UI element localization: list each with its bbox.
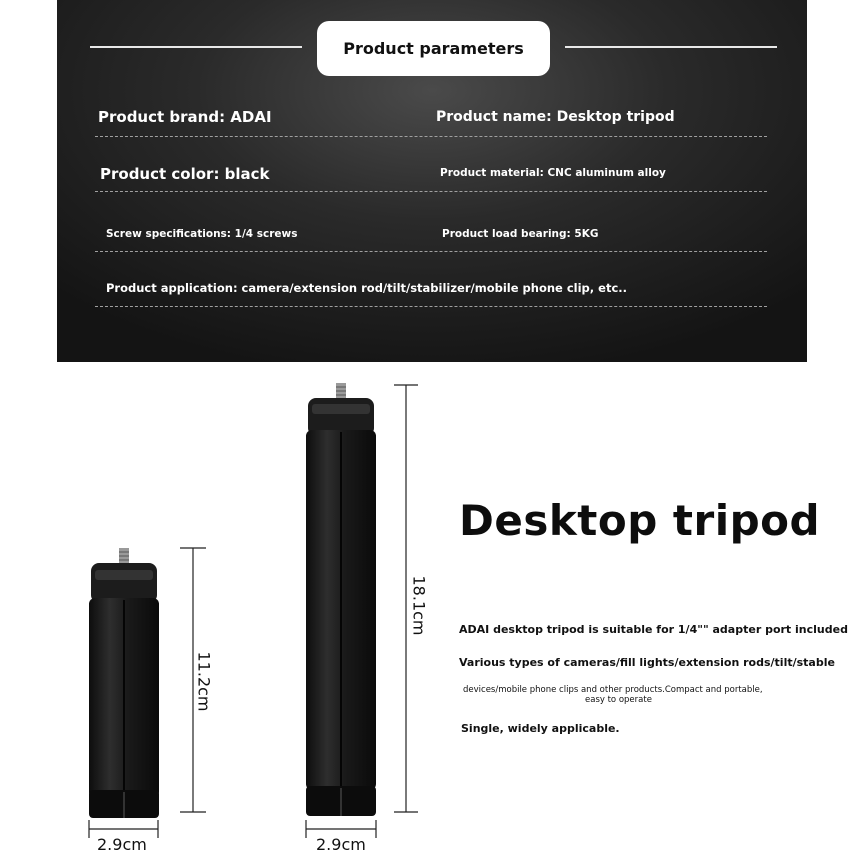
param-material: Product material: CNC aluminum alloy	[440, 167, 666, 179]
description-line: easy to operate	[585, 695, 652, 705]
tall-tripod	[306, 383, 376, 816]
short-width-label: 2.9cm	[97, 835, 147, 854]
tripods-illustration	[0, 360, 440, 865]
param-application: Product application: camera/extension rod/tilt/stabilizer/mobile phone clip, etc..	[106, 281, 627, 295]
param-divider	[95, 136, 767, 137]
description-line: Various types of cameras/fill lights/extension rods/tilt/stable	[459, 656, 835, 669]
parameters-title: Product parameters	[317, 21, 550, 76]
short-tripod	[89, 548, 159, 818]
tall-height-label: 18.1cm	[409, 575, 429, 636]
param-divider	[95, 191, 767, 192]
description-line: ADAI desktop tripod is suitable for 1/4"" adapter port included	[459, 623, 848, 636]
tall-width-label: 2.9cm	[316, 835, 366, 854]
description-line: Single, widely applicable.	[461, 722, 620, 735]
param-screw: Screw specifications: 1/4 screws	[106, 228, 298, 240]
product-heading: Desktop tripod	[459, 496, 821, 545]
description-line: devices/mobile phone clips and other products.Compact and portable,	[463, 685, 763, 695]
short-height-label: 11.2cm	[194, 651, 214, 712]
param-divider	[95, 251, 767, 252]
param-brand: Product brand: ADAI	[98, 108, 272, 126]
param-color: Product color: black	[100, 165, 270, 183]
param-load: Product load bearing: 5KG	[442, 228, 599, 240]
title-rule-right	[565, 46, 777, 48]
title-rule-left	[90, 46, 302, 48]
param-name: Product name: Desktop tripod	[436, 109, 675, 125]
param-divider	[95, 306, 767, 307]
